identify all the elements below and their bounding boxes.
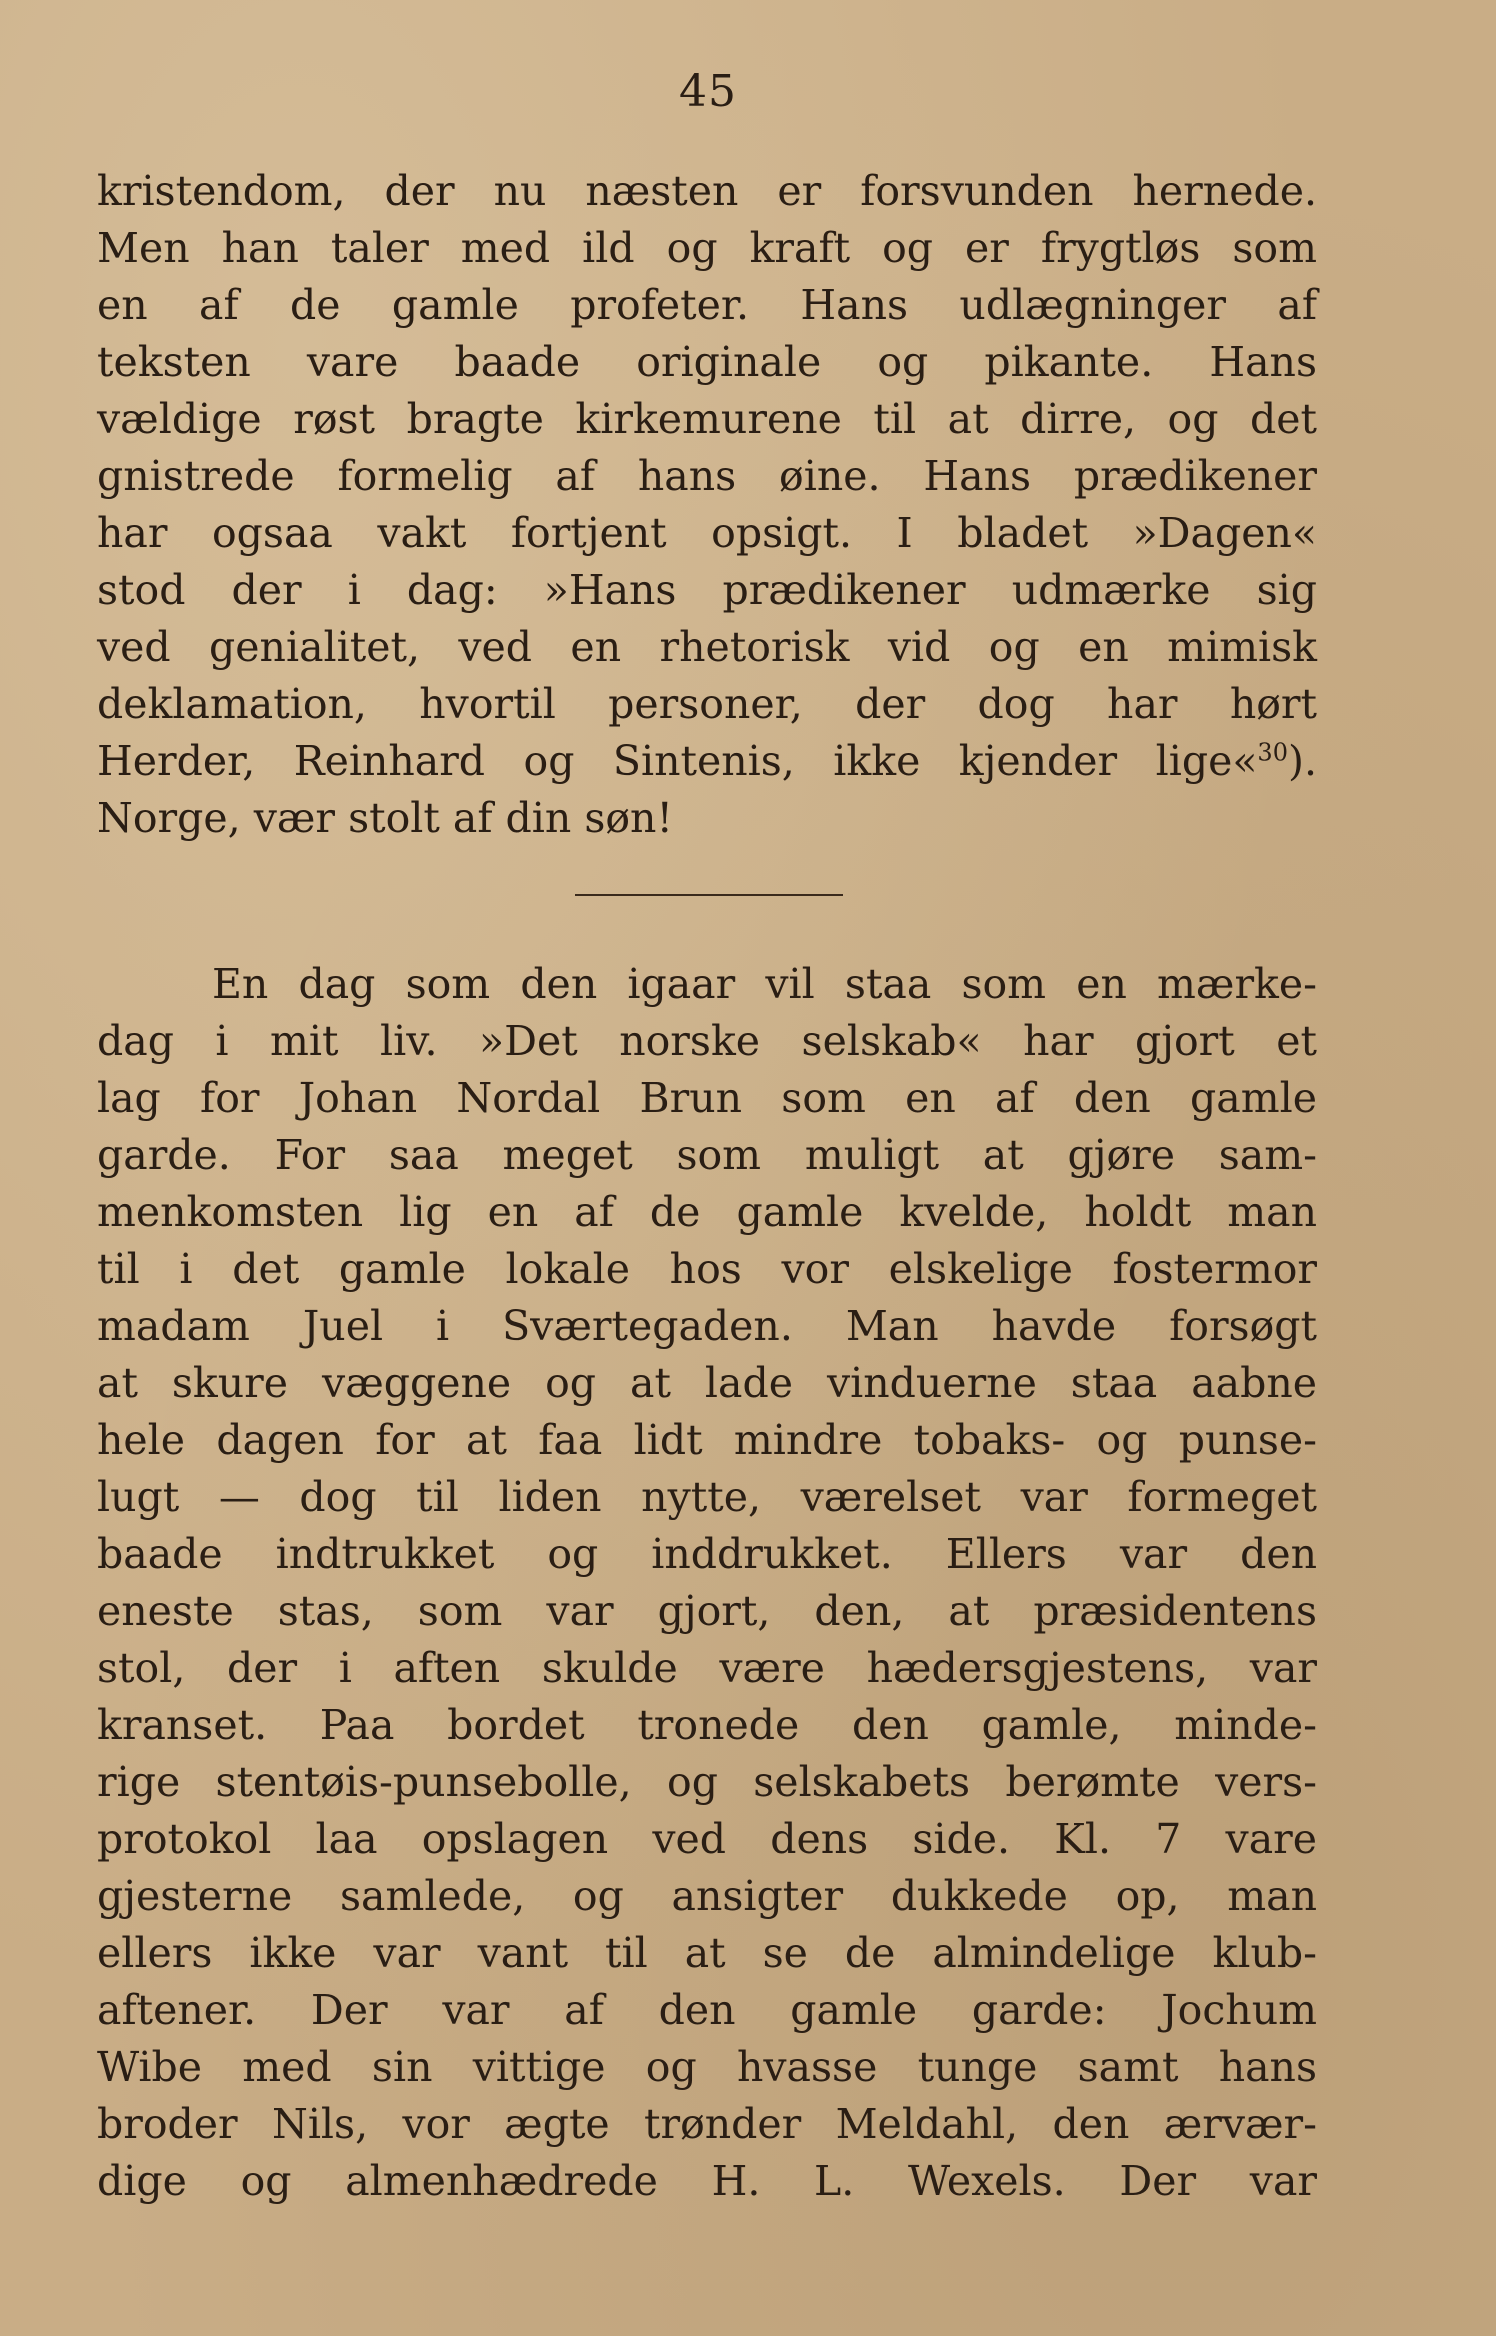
text-line: ved genialitet, ved en rhetorisk vid og en mimisk [97,623,1317,671]
text-line: eneste stas, som var gjort, den, at præsidentens [97,1587,1317,1635]
paragraph-1 [97,163,1317,847]
text-line: aftener. Der var af den gamle garde: Jochum [97,1986,1317,2034]
footnote-reference: 30 [1257,738,1288,767]
text-line: gnistrede formelig af hans øine. Hans prædikener [97,452,1317,500]
text-line: broder Nils, vor ægte trønder Meldahl, den ærvær- [97,2100,1317,2148]
text-line: ellers ikke var vant til at se de almindelige klub- [97,1929,1317,1977]
text-line: lag for Johan Nordal Brun som en af den gamle [97,1074,1317,1122]
text-line: lugt — dog til liden nytte, værelset var formeget [97,1473,1317,1521]
section-divider [575,894,843,896]
text-line: stod der i dag: »Hans prædikener udmærke sig [97,566,1317,614]
text-line: at skure væggene og at lade vinduerne staa aabne [97,1359,1317,1407]
text-line: deklamation, hvortil personer, der dog har hørt [97,680,1317,728]
text-line: rige stentøis-punsebolle, og selskabets berømte vers- [97,1758,1317,1806]
text-line: dige og almenhædrede H. L. Wexels. Der var [97,2157,1317,2205]
text-line: baade indtrukket og inddrukket. Ellers var den [97,1530,1317,1578]
text-line: Wibe med sin vittige og hvasse tunge samt hans [97,2043,1317,2091]
text-line: En dag som den igaar vil staa som en mærke- [212,960,1317,1008]
text-line: garde. For saa meget som muligt at gjøre sam- [97,1131,1317,1179]
text-line: hele dagen for at faa lidt mindre tobaks- og punse- [97,1416,1317,1464]
text-line: Norge, vær stolt af din søn! [97,794,673,842]
text-line: protokol laa opslagen ved dens side. Kl. 7 vare [97,1815,1317,1863]
text-line: en af de gamle profeter. Hans udlægninger af [97,281,1317,329]
text-line: kranset. Paa bordet tronede den gamle, minde- [97,1701,1317,1749]
footnote-close: ). [1287,737,1317,785]
text-line: til i det gamle lokale hos vor elskelige fostermor [97,1245,1317,1293]
paragraph-2 [97,956,1317,2210]
text-line: menkomsten lig en af de gamle kvelde, holdt man [97,1188,1317,1236]
text-line: gjesterne samlede, og ansigter dukkede op, man [97,1872,1317,1920]
text-line: har ogsaa vakt fortjent opsigt. I bladet »Dagen« [97,509,1317,557]
text-line: vældige røst bragte kirkemurene til at dirre, og det [97,395,1317,443]
text-line: stol, der i aften skulde være hædersgjestens, var [97,1644,1317,1692]
line-text: Herder, Reinhard og Sintenis, ikke kjender lige« [97,737,1258,785]
text-line: teksten vare baade originale og pikante. Hans [97,338,1317,386]
text-line: dag i mit liv. »Det norske selskab« har gjort et [97,1017,1317,1065]
text-line-with-footnote [97,733,1317,790]
text-line: Men han taler med ild og kraft og er frygtløs som [97,224,1317,272]
page-number: 45 [679,66,737,117]
text-line: madam Juel i Sværtegaden. Man havde forsøgt [97,1302,1317,1350]
text-line: kristendom, der nu næsten er forsvunden hernede. [97,167,1317,215]
